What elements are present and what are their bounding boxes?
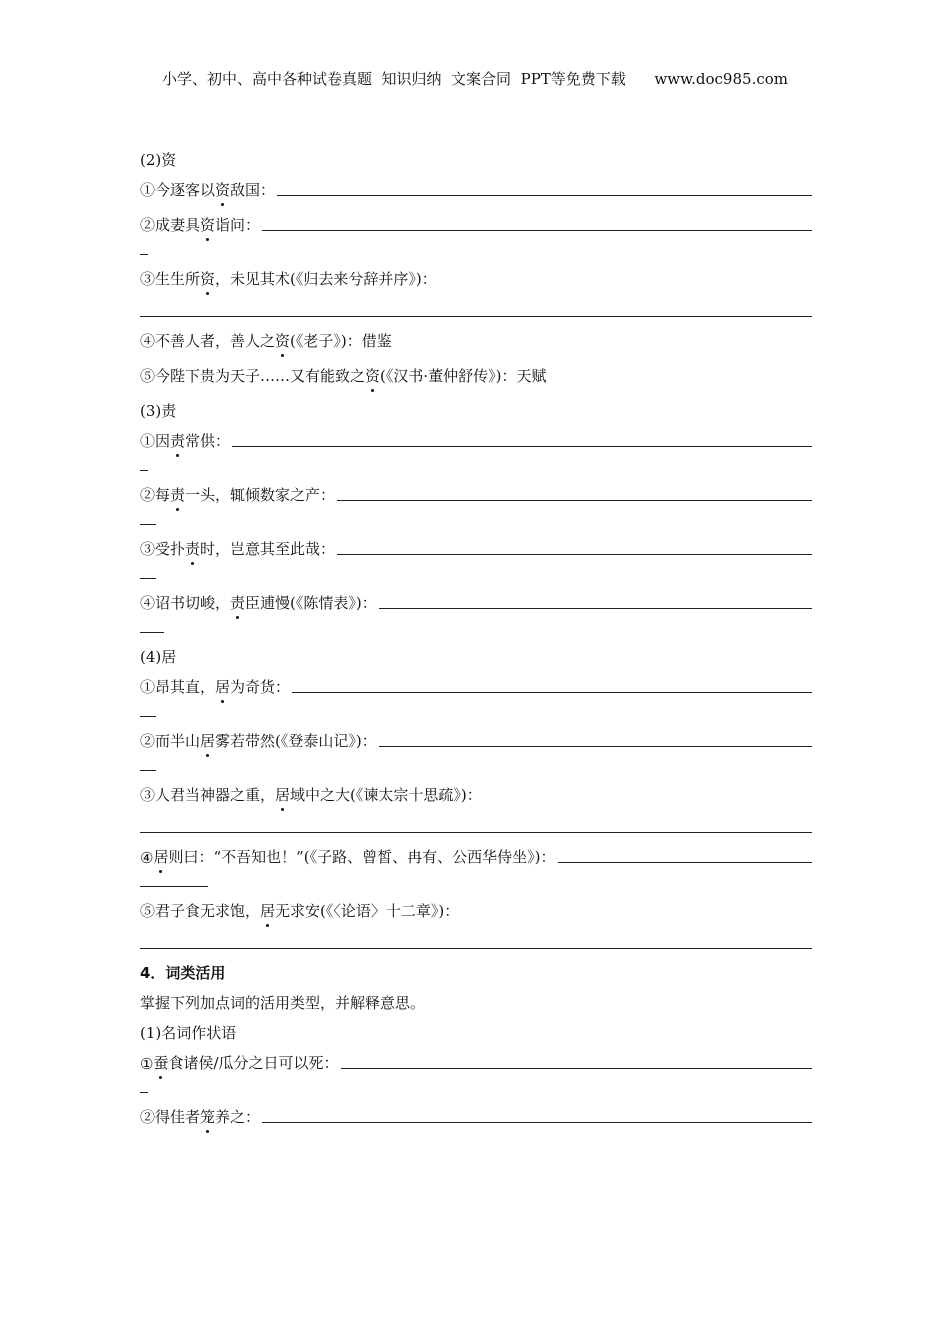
dotted-char: 居 [153,848,169,866]
dotted-char: 责 [170,486,186,504]
answer-blank-full[interactable] [140,948,812,949]
answer-blank[interactable] [341,1068,812,1069]
answer-blank-continuation[interactable] [140,470,148,471]
question-ju-3: ③人君当神器之重， 居 域中之大(《谏太宗十思疏》)： [140,786,482,804]
answer-blank[interactable] [292,692,812,693]
question-ze-3: ③受扑 责 时，岂意其至此哉： [140,537,812,559]
answer-blank-full[interactable] [140,832,812,833]
answer-blank-continuation[interactable] [140,716,156,717]
dotted-char: 居 [260,902,276,920]
dotted-char: 责 [230,594,246,612]
dotted-char: 资 [215,181,231,199]
answer-blank[interactable] [232,446,812,447]
answer-blank-continuation[interactable] [140,524,156,525]
answer-blank-continuation[interactable] [140,632,164,633]
answer-blank[interactable] [337,500,812,501]
dotted-char: 居 [200,732,216,750]
sub-heading-noun-adverbial: (1)名词作状语 [140,1024,237,1042]
dotted-char: 资 [200,216,216,234]
question-zi-4: ④不善人者，善人之 资 (《老子》)：借鉴 [140,332,392,350]
answer-blank[interactable] [558,862,812,863]
dotted-char: 蚕 [153,1054,169,1072]
answer-blank-continuation[interactable] [140,578,156,579]
section-heading-ju: (4)居 [140,648,177,666]
answer-blank-continuation[interactable] [140,770,156,771]
section-heading-zi: (2)资 [140,151,177,169]
question-zi-1: ①今逐客以 资 敌国： [140,178,812,200]
section-instruction: 掌握下列加点词的活用类型，并解释意思。 [140,994,426,1012]
dotted-char: 资 [275,332,291,350]
question-zi-3: ③生生所 资 ，未见其术(《归去来兮辞并序》)： [140,270,437,288]
section-title-word-class: 4．词类活用 [140,964,226,982]
dotted-char: 责 [185,540,201,558]
question-ju-5: ⑤君子食无求饱， 居 无求安(《〈论语〉十二章》)： [140,902,460,920]
question-ze-1: ①因 责 常供： [140,429,812,451]
dotted-char: 资 [200,270,216,288]
answer-blank-full[interactable] [140,316,812,317]
section-heading-ze: (3)责 [140,402,177,420]
question-ze-2: ②每 责 一头，辄倾数家之产： [140,483,812,505]
dotted-char: 资 [365,367,381,385]
question-ju-2: ②而半山 居 雾若带然(《登泰山记》)： [140,729,812,751]
answer-blank[interactable] [262,230,812,231]
question-ju-1: ①昂其直， 居 为奇货： [140,675,812,697]
answer-blank[interactable] [379,608,812,609]
question-huoyong-1: ① 蚕 食诸侯/瓜分之日可以死： [140,1051,812,1073]
worksheet-body [140,148,812,1127]
page-header: 小学、初中、高中各种试卷真题 知识归纳 文案合同 PPT等免费下载 www.doc985.com [161,70,788,88]
question-zi-5: ⑤今陛下贵为天子……又有能致之 资 (《汉书·董仲舒传》)：天赋 [140,367,547,385]
question-ze-4: ④诏书切峻， 责 臣逋慢(《陈情表》)： [140,591,812,613]
question-zi-2: ②成妻具 资 诣问： [140,213,812,235]
dotted-char: 笼 [200,1108,216,1126]
answer-blank[interactable] [337,554,812,555]
dotted-char: 责 [170,432,186,450]
question-ju-4: ④ 居 则曰：“不吾知也！”(《子路、曾皙、冉有、公西华侍坐》)： [140,845,812,867]
answer-blank-continuation[interactable] [140,1092,148,1093]
answer-blank-continuation[interactable] [140,254,148,255]
answer-blank[interactable] [379,746,812,747]
answer-blank[interactable] [277,195,812,196]
answer-blank[interactable] [262,1122,812,1123]
dotted-char: 居 [275,786,291,804]
answer-blank-continuation[interactable] [140,886,208,887]
dotted-char: 居 [215,678,231,696]
question-huoyong-2: ②得佳者 笼 养之： [140,1105,812,1127]
